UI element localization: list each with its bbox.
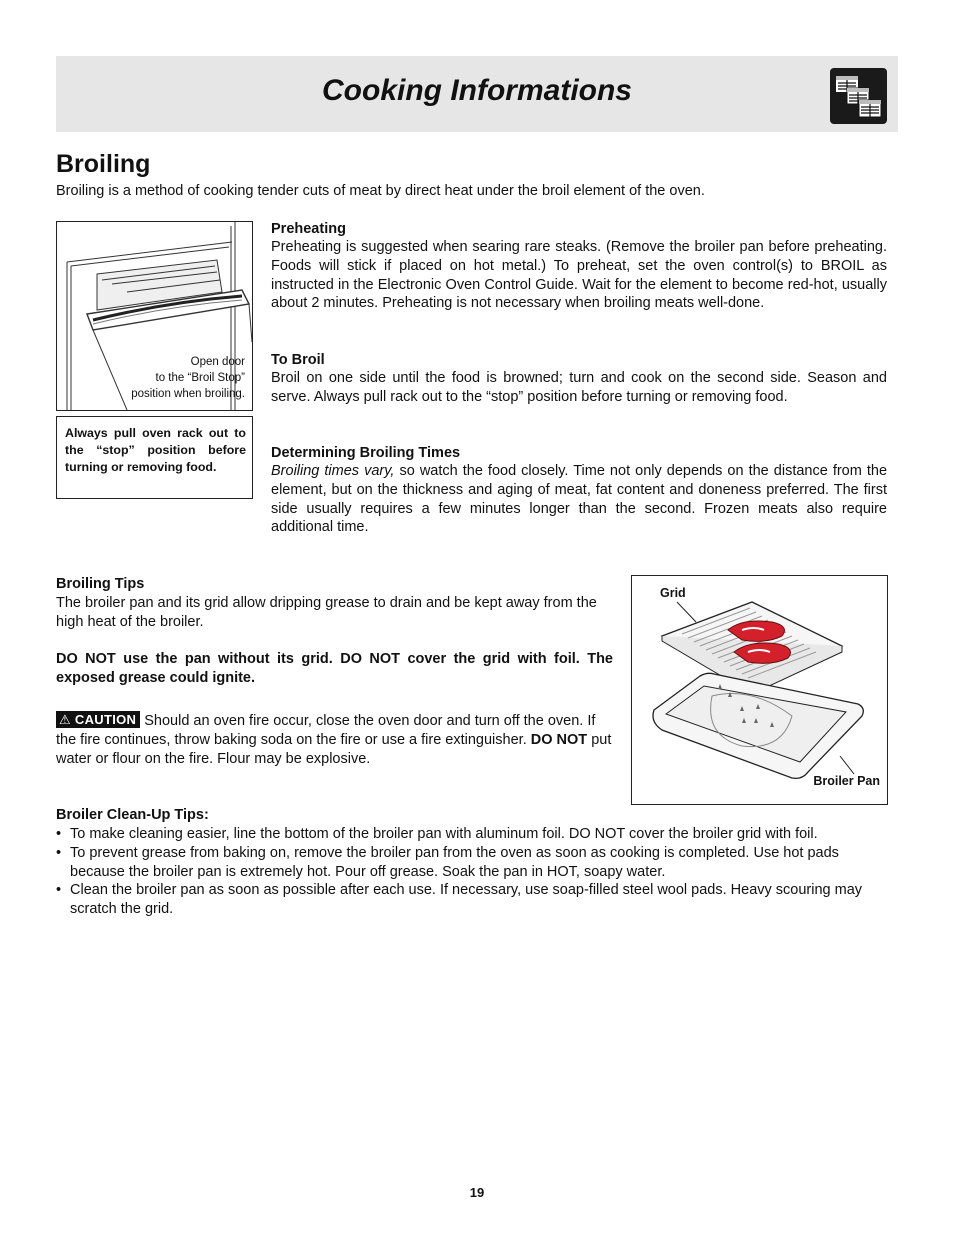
section-title: Broiling [56, 150, 151, 178]
broiling-tips-heading: Broiling Tips [56, 576, 145, 592]
broiling-times-lead: Broiling times vary, [271, 463, 395, 479]
preheating-heading: Preheating [271, 221, 346, 237]
section-intro: Broiling is a method of cooking tender cuts of meat by direct heat under the broil element of the oven. [56, 183, 705, 199]
oven-figure-caption [75, 354, 245, 402]
caution-tail: put water or flour on the fire. Flour may be explosive. [56, 731, 612, 767]
caption-line: position when broiling. [131, 388, 245, 400]
page-number: 19 [469, 1185, 485, 1200]
broiling-times-heading: Determining Broiling Times [271, 445, 461, 461]
caution-text: Should an oven fire occur, close the oven door and turn off the oven. If the fire continues, throw baking soda on the fire or use a fire extinguisher. [56, 713, 596, 748]
caution-bold: DO NOT [530, 731, 588, 748]
grid-warning: DO NOT use the pan without its grid. DO NOT cover the grid with foil. The exposed grease could ignite. [56, 651, 613, 686]
broiler-pan-illustration [632, 576, 887, 804]
list-item [56, 881, 888, 919]
broiling-times-body [271, 462, 887, 537]
list-item-text: To prevent grease from baking on, remove the broiler pan from the oven as soon as cooking is completed. Use hot pads because the broiler pan is extremely hot. Pour off grease. Soak the pan in HOT, soapy water. [70, 844, 839, 880]
list-item-text: Clean the broiler pan as soon as possible after each use. If necessary, use soap-filled steel wool pads. Heavy scouring may scratch the grid. [70, 882, 863, 918]
cleanup-heading: Broiler Clean-Up Tips: [56, 807, 209, 823]
caution-paragraph [56, 711, 616, 768]
oven-door-figure [56, 221, 253, 411]
caution-badge [56, 711, 140, 728]
bullet: • [56, 826, 62, 842]
warning-triangle-icon: ⚠ [59, 712, 71, 727]
broiler-pan-label: Broiler Pan [813, 774, 880, 788]
page-title: Cooking Informations [322, 74, 632, 107]
caution-label: CAUTION [74, 712, 137, 727]
caption-line: Open door [190, 356, 245, 368]
to-broil-body: Broil on one side until the food is browned; turn and cook on the second side. Season and serve. Always pull rack out to the “stop” position before turning or removing food. [271, 370, 887, 405]
broiler-pan-figure [631, 575, 888, 805]
caption-line: to the “Broil Stop” [155, 372, 245, 384]
to-broil-heading: To Broil [271, 352, 325, 368]
list-item [56, 825, 888, 844]
grid-label: Grid [660, 586, 686, 600]
bullet: • [56, 844, 62, 861]
rack-note: Always pull oven rack out to the “stop” position before turning or removing food. [56, 416, 253, 499]
list-item-text: To make cleaning easier, line the bottom of the broiler pan with aluminum foil. DO NOT cover the broiler grid with foil. [70, 826, 818, 842]
broiling-tips-body: The broiler pan and its grid allow dripping grease to drain and be kept away from the high heat of the broiler. [56, 595, 597, 630]
bullet: • [56, 882, 62, 899]
cookbook-pages-icon [830, 68, 887, 124]
list-item [56, 844, 888, 882]
cleanup-list [56, 825, 888, 919]
broiling-times-text: so watch the food closely. Time not only depends on the distance from the element, but on the thickness and aging of meat, fat content and doneness preferred. The first side usually requires a few minutes longer than the second. Frozen meats also require additional time. [271, 463, 888, 536]
preheating-body: Preheating is suggested when searing rare steaks. (Remove the broiler pan before preheating. Foods will stick if placed on hot metal.) To preheat, set the oven control(s) to BROIL as instructed in the Electronic Oven Control Guide. Wait for the element to become red-hot, usually about 2 minutes. Preheating is not necessary when broiling meats well-done. [271, 239, 887, 312]
